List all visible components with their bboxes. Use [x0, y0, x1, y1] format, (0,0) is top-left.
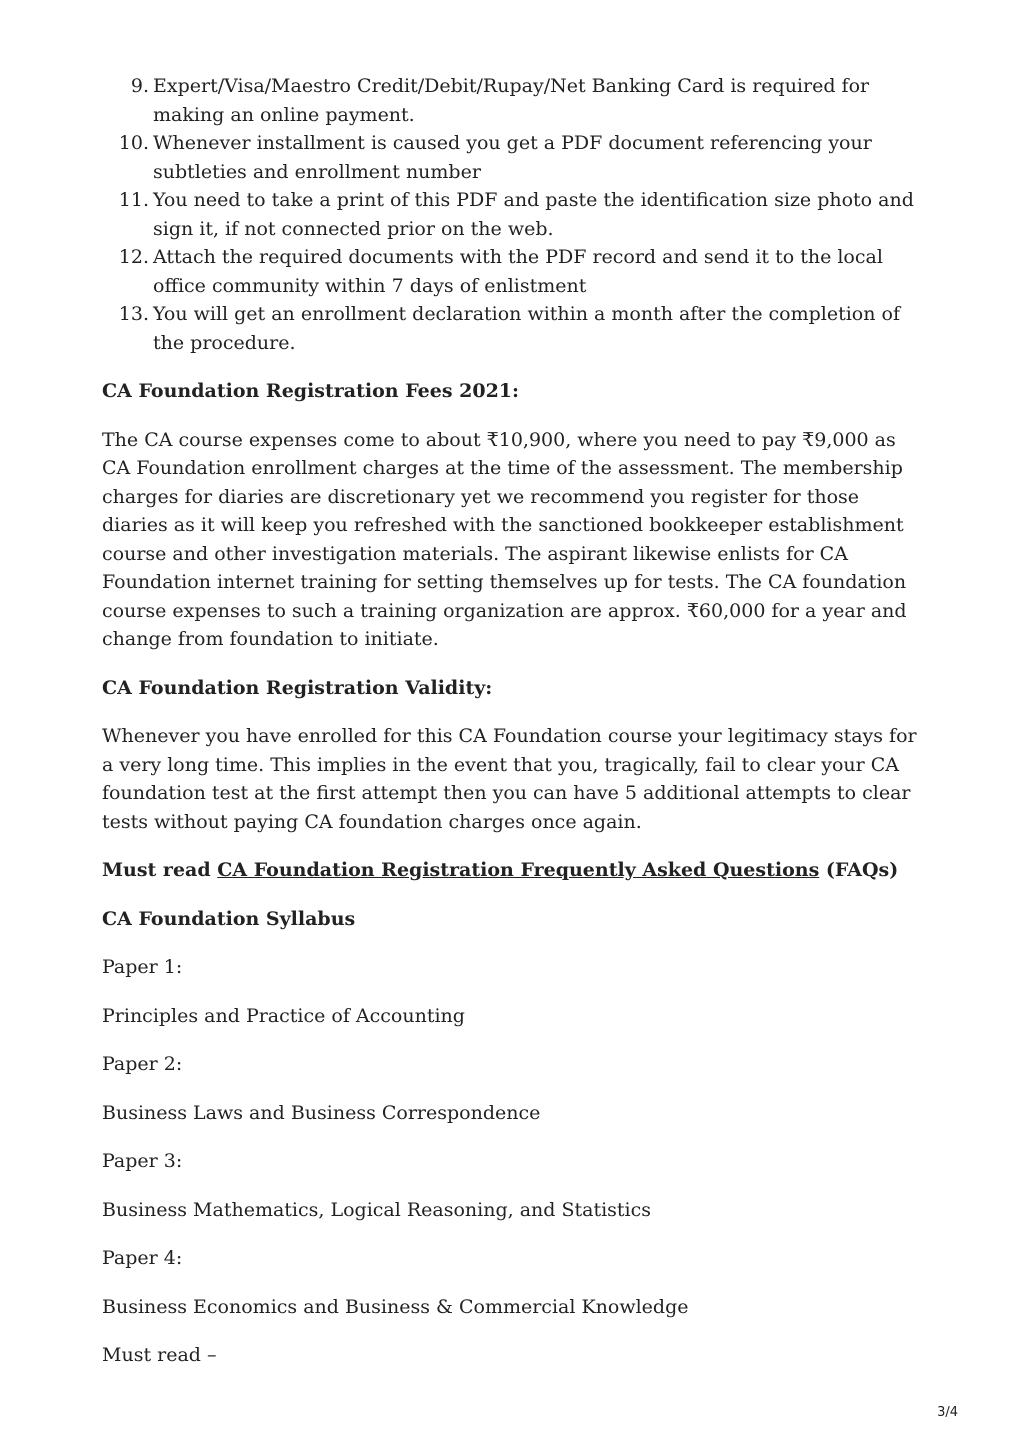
paper-label: Paper 2:: [102, 1053, 183, 1075]
list-item: [118, 300, 922, 357]
paper-title: Business Economics and Business & Commercial Knowledge: [102, 1295, 689, 1318]
list-item-text: You need to take a print of this PDF and paste the identification size photo and sign it, if not connected prior on the web.: [153, 189, 914, 240]
list-item: [130, 72, 922, 129]
syllabus-heading: CA Foundation Syllabus: [102, 907, 356, 930]
list-item-number: 10.: [118, 132, 149, 154]
paper-title: Business Laws and Business Correspondence: [102, 1101, 541, 1124]
paper-label: Paper 1:: [102, 956, 183, 978]
list-item-number: 11.: [118, 189, 149, 211]
list-item-text: Whenever installment is caused you get a PDF document referencing your subtleties and enrollment number: [153, 132, 872, 183]
list-item-text: Expert/Visa/Maestro Credit/Debit/Rupay/Net Banking Card is required for making an online payment.: [153, 75, 870, 126]
registration-steps-list: [102, 72, 922, 357]
validity-paragraph: Whenever you have enrolled for this CA Foundation course your legitimacy stays for a very long time. This implies in the event that you, tragically, fail to clear your CA foundation test at the first attempt then you can have 5 additional attempts to clear tests without paying CA foundation charges once again.: [102, 725, 917, 833]
validity-heading: CA Foundation Registration Validity:: [102, 676, 493, 699]
paper-label: Paper 4:: [102, 1247, 183, 1269]
list-item-number: 13.: [118, 303, 149, 325]
fees-heading: CA Foundation Registration Fees 2021:: [102, 380, 520, 402]
document-page: [102, 72, 922, 1370]
must-read-suffix: (FAQs): [819, 859, 899, 881]
must-read-faq-line: [102, 856, 922, 885]
list-item-text: You will get an enrollment declaration within a month after the completion of the procedure.: [153, 303, 900, 354]
list-item: [118, 243, 922, 300]
list-item-number: 9.: [130, 75, 149, 97]
list-item: [118, 129, 922, 186]
paper-label: Paper 3:: [102, 1150, 183, 1172]
faq-link[interactable]: CA Foundation Registration Frequently Asked Questions: [217, 859, 820, 881]
fees-paragraph: The CA course expenses come to about ₹10,900, where you need to pay ₹9,000 as CA Foundation enrollment charges at the time of the assessment. The membership charges for diaries are discretionary yet we recommend you register for those diaries as it will keep you refreshed with the sanctioned bookkeeper establishment course and other investigation materials. The aspirant likewise enlists for CA Foundation internet training for setting themselves up for tests. The CA foundation course expenses to such a training organization are approx. ₹60,000 for a year and change from foundation to initiate.: [102, 428, 907, 650]
paper-title: Business Mathematics, Logical Reasoning, and Statistics: [102, 1198, 652, 1221]
must-read-end: Must read –: [102, 1344, 217, 1366]
page-number: 3/4: [937, 1405, 958, 1420]
must-read-prefix: Must read: [102, 859, 218, 881]
paper-title: Principles and Practice of Accounting: [102, 1004, 465, 1027]
list-item-text: Attach the required documents with the PDF record and send it to the local office community within 7 days of enlistment: [153, 246, 883, 297]
list-item: [118, 186, 922, 243]
list-item-number: 12.: [118, 246, 149, 268]
